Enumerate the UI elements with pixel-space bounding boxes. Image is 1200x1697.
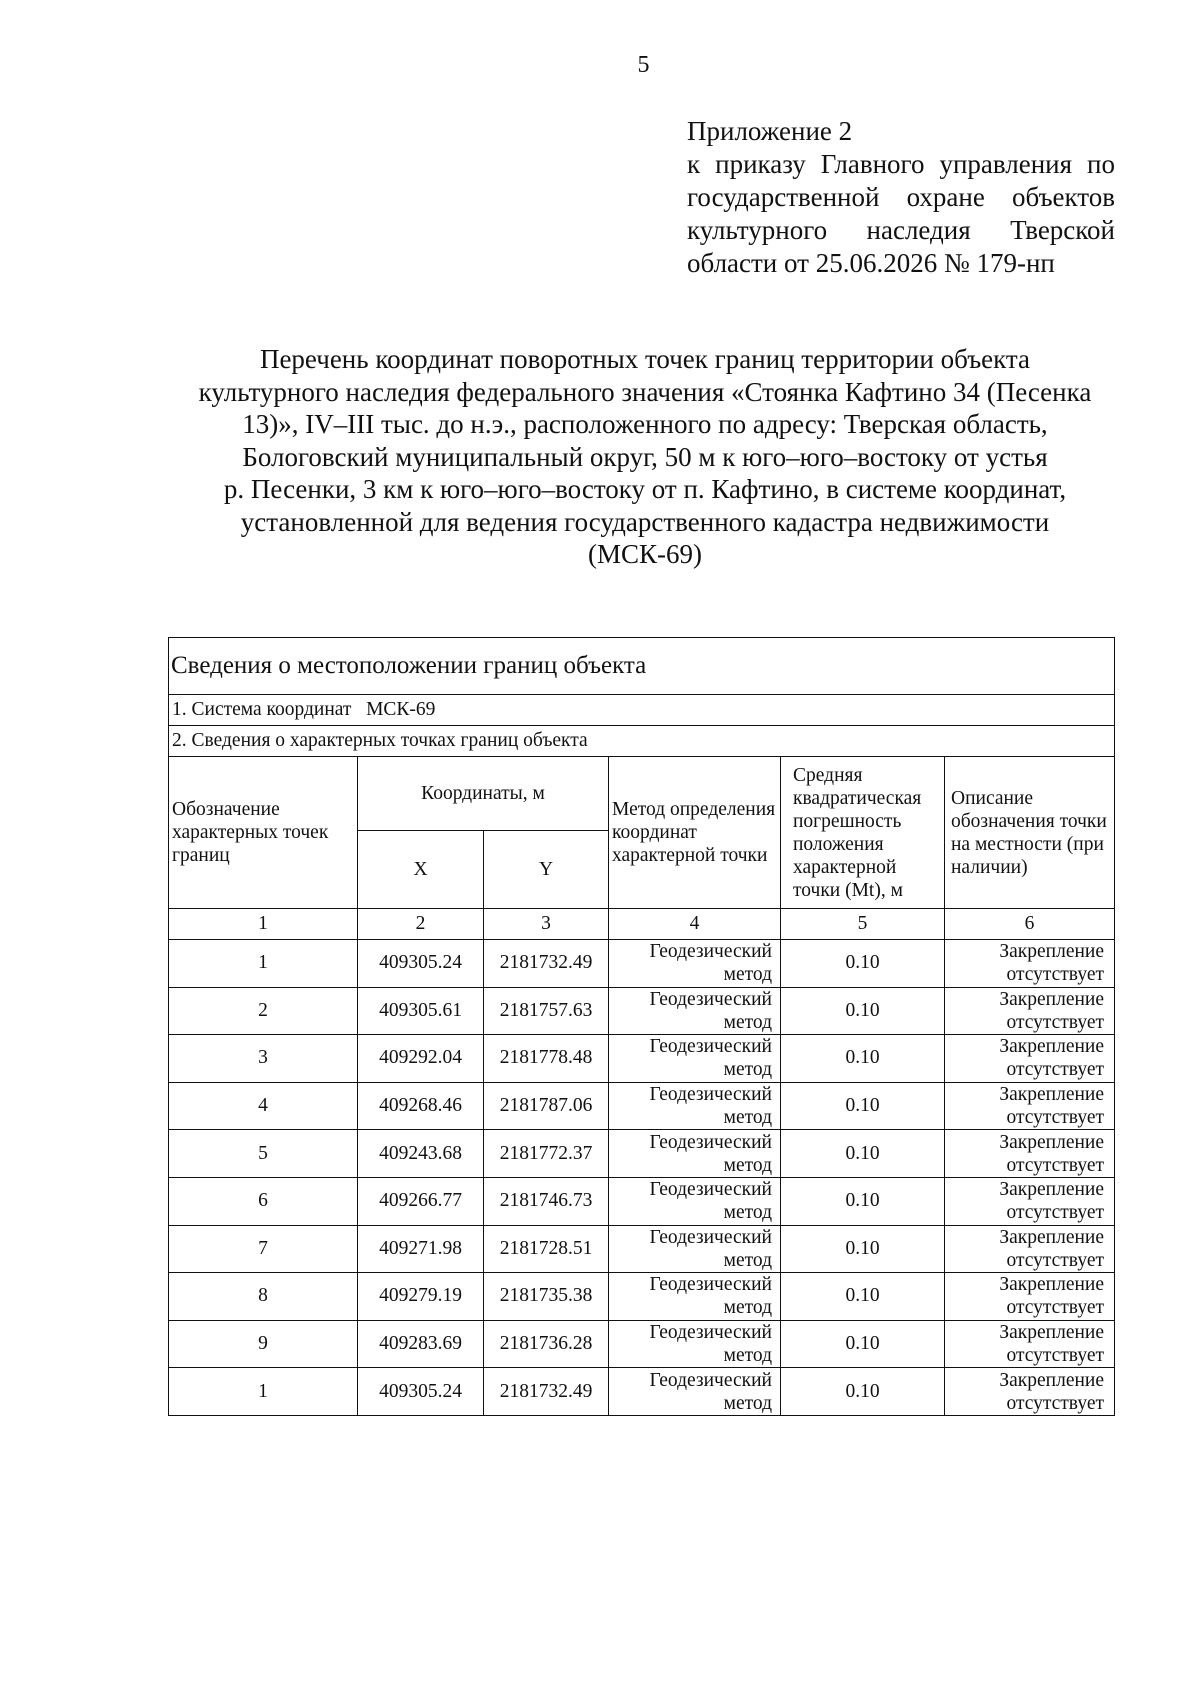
point-description-line: Закрепление bbox=[999, 1369, 1105, 1391]
point-description-line: отсутствует bbox=[1006, 1345, 1105, 1367]
point-id: 1 bbox=[169, 1368, 358, 1416]
point-id: 8 bbox=[169, 1273, 358, 1321]
point-description bbox=[945, 1130, 1115, 1178]
point-method-line: метод bbox=[723, 964, 772, 986]
point-method-line: Геодезический bbox=[649, 1179, 772, 1201]
point-description-line: отсутствует bbox=[1006, 1107, 1105, 1129]
point-id: 6 bbox=[169, 1177, 358, 1225]
point-description-line: Закрепление bbox=[999, 1084, 1105, 1106]
table-row bbox=[169, 1177, 1115, 1225]
point-x: 409305.24 bbox=[358, 940, 484, 988]
point-id: 4 bbox=[169, 1082, 358, 1130]
header-method: Метод определения координат характерной точки bbox=[609, 757, 781, 909]
appendix-line: государственной охране объектов bbox=[687, 182, 1115, 212]
point-x: 409271.98 bbox=[358, 1225, 484, 1273]
point-error: 0.10 bbox=[781, 940, 945, 988]
point-description-line: Закрепление bbox=[999, 1131, 1105, 1153]
point-method-line: метод bbox=[723, 1345, 772, 1367]
point-y: 2181732.49 bbox=[484, 1368, 609, 1416]
point-description-line: Закрепление bbox=[999, 1179, 1105, 1201]
point-description bbox=[945, 1368, 1115, 1416]
point-description-line: отсутствует bbox=[1006, 964, 1105, 986]
points-section-label: 2. Сведения о характерных точках границ объекта bbox=[169, 726, 1115, 757]
point-method-line: Геодезический bbox=[649, 1274, 772, 1296]
point-description-line: Закрепление bbox=[999, 988, 1105, 1010]
point-x: 409283.69 bbox=[358, 1320, 484, 1368]
point-method-line: Геодезический bbox=[649, 1322, 772, 1344]
point-x: 409243.68 bbox=[358, 1130, 484, 1178]
point-method bbox=[609, 1177, 781, 1225]
header-x: X bbox=[358, 831, 484, 909]
point-id: 1 bbox=[169, 940, 358, 988]
point-description-line: отсутствует bbox=[1006, 1392, 1105, 1414]
table-row bbox=[169, 1130, 1115, 1178]
point-x: 409292.04 bbox=[358, 1035, 484, 1083]
point-error: 0.10 bbox=[781, 1130, 945, 1178]
point-method-line: метод bbox=[723, 1059, 772, 1081]
point-error: 0.10 bbox=[781, 1035, 945, 1083]
point-x: 409266.77 bbox=[358, 1177, 484, 1225]
point-description bbox=[945, 1082, 1115, 1130]
point-method-line: Геодезический bbox=[649, 941, 772, 963]
point-description bbox=[945, 1225, 1115, 1273]
point-description-line: Закрепление bbox=[999, 941, 1105, 963]
appendix-block bbox=[687, 115, 1115, 280]
point-id: 5 bbox=[169, 1130, 358, 1178]
point-description bbox=[945, 987, 1115, 1035]
point-method bbox=[609, 1082, 781, 1130]
point-method bbox=[609, 1273, 781, 1321]
point-description-line: отсутствует bbox=[1006, 1059, 1105, 1081]
point-method-line: Геодезический bbox=[649, 988, 772, 1010]
document-title-line: Бологовский муниципальный округ, 50 м к юго–юго–востоку от устья bbox=[242, 441, 1048, 472]
table-row bbox=[169, 940, 1115, 988]
point-method-line: Геодезический bbox=[649, 1131, 772, 1153]
header-description: Описание обозначения точки на местности (при наличии) bbox=[945, 757, 1115, 909]
point-method bbox=[609, 1368, 781, 1416]
point-method bbox=[609, 940, 781, 988]
point-method-line: метод bbox=[723, 1107, 772, 1129]
point-error: 0.10 bbox=[781, 987, 945, 1035]
point-description-line: Закрепление bbox=[999, 1036, 1105, 1058]
coordinate-system-label: 1. Система координат bbox=[172, 699, 352, 720]
coordinate-system-row bbox=[169, 695, 1115, 726]
point-y: 2181787.06 bbox=[484, 1082, 609, 1130]
table-row bbox=[169, 1320, 1115, 1368]
point-method-line: метод bbox=[723, 1297, 772, 1319]
point-method bbox=[609, 1320, 781, 1368]
point-y: 2181746.73 bbox=[484, 1177, 609, 1225]
point-method-line: метод bbox=[723, 1392, 772, 1414]
point-description bbox=[945, 940, 1115, 988]
point-description bbox=[945, 1320, 1115, 1368]
header-y: Y bbox=[484, 831, 609, 909]
point-y: 2181757.63 bbox=[484, 987, 609, 1035]
point-error: 0.10 bbox=[781, 1082, 945, 1130]
point-x: 409279.19 bbox=[358, 1273, 484, 1321]
point-id: 3 bbox=[169, 1035, 358, 1083]
point-id: 7 bbox=[169, 1225, 358, 1273]
point-x: 409305.24 bbox=[358, 1368, 484, 1416]
point-error: 0.10 bbox=[781, 1320, 945, 1368]
table-row bbox=[169, 987, 1115, 1035]
point-description-line: отсутствует bbox=[1006, 1297, 1105, 1319]
document-title-line: р. Песенки, 3 км к юго–юго–востоку от п. Кафтино, в системе координат, bbox=[223, 474, 1067, 504]
point-description bbox=[945, 1177, 1115, 1225]
point-description-line: Закрепление bbox=[999, 1226, 1105, 1248]
point-description-line: отсутствует bbox=[1006, 1154, 1105, 1176]
appendix-line: к приказу Главного управления по bbox=[687, 149, 1115, 179]
point-id: 2 bbox=[169, 987, 358, 1035]
document-title-line: культурного наследия федерального значения «Стоянка Кафтино 34 (Песенка bbox=[198, 376, 1092, 407]
appendix-line: культурного наследия Тверской bbox=[687, 215, 1115, 245]
point-method bbox=[609, 1035, 781, 1083]
table-row bbox=[169, 1225, 1115, 1273]
point-method-line: Геодезический bbox=[649, 1084, 772, 1106]
column-number: 4 bbox=[609, 909, 781, 940]
document-title-line: установленной для ведения государственного кадастра недвижимости bbox=[240, 506, 1050, 537]
point-error: 0.10 bbox=[781, 1273, 945, 1321]
point-method bbox=[609, 1130, 781, 1178]
point-x: 409268.46 bbox=[358, 1082, 484, 1130]
point-error: 0.10 bbox=[781, 1368, 945, 1416]
point-y: 2181736.28 bbox=[484, 1320, 609, 1368]
table-row bbox=[169, 1368, 1115, 1416]
point-description bbox=[945, 1035, 1115, 1083]
point-method bbox=[609, 987, 781, 1035]
point-description-line: Закрепление bbox=[999, 1274, 1105, 1296]
point-method-line: метод bbox=[723, 1154, 772, 1176]
point-y: 2181735.38 bbox=[484, 1273, 609, 1321]
point-y: 2181728.51 bbox=[484, 1225, 609, 1273]
appendix-line: области от 25.06.2026 № 179-нп bbox=[687, 248, 1055, 278]
point-error: 0.10 bbox=[781, 1177, 945, 1225]
coordinate-system-value: МСК-69 bbox=[366, 699, 436, 720]
point-description-line: отсутствует bbox=[1006, 1011, 1105, 1033]
point-description-line: отсутствует bbox=[1006, 1249, 1105, 1271]
point-y: 2181778.48 bbox=[484, 1035, 609, 1083]
point-description bbox=[945, 1273, 1115, 1321]
table-heading: Сведения о местоположении границ объекта bbox=[169, 638, 1115, 695]
document-title-line: Перечень координат поворотных точек границ территории объекта bbox=[259, 344, 1031, 374]
document-title-line: 13)», IV–III тыс. до н.э., расположенного по адресу: Тверская область, bbox=[242, 409, 1048, 439]
document-title bbox=[150, 343, 1140, 571]
table-row bbox=[169, 1082, 1115, 1130]
point-id: 9 bbox=[169, 1320, 358, 1368]
appendix-title: Приложение 2 bbox=[687, 116, 853, 146]
point-y: 2181772.37 bbox=[484, 1130, 609, 1178]
point-description-line: Закрепление bbox=[999, 1322, 1105, 1344]
point-method-line: метод bbox=[723, 1202, 772, 1224]
document-title-line: (МСК-69) bbox=[588, 539, 702, 569]
point-method-line: Геодезический bbox=[649, 1369, 772, 1391]
column-number: 1 bbox=[169, 909, 358, 940]
point-method bbox=[609, 1225, 781, 1273]
page-number: 5 bbox=[637, 52, 650, 78]
column-number: 2 bbox=[358, 909, 484, 940]
point-method-line: Геодезический bbox=[649, 1036, 772, 1058]
point-y: 2181732.49 bbox=[484, 940, 609, 988]
table-row bbox=[169, 1273, 1115, 1321]
header-designation: Обозначение характерных точек границ bbox=[169, 757, 358, 909]
point-x: 409305.61 bbox=[358, 987, 484, 1035]
table-row bbox=[169, 1035, 1115, 1083]
header-coordinates: Координаты, м bbox=[358, 757, 609, 831]
point-error: 0.10 bbox=[781, 1225, 945, 1273]
point-method-line: метод bbox=[723, 1249, 772, 1271]
column-number: 3 bbox=[484, 909, 609, 940]
column-number: 6 bbox=[945, 909, 1115, 940]
point-description-line: отсутствует bbox=[1006, 1202, 1105, 1224]
column-number: 5 bbox=[781, 909, 945, 940]
point-method-line: метод bbox=[723, 1011, 772, 1033]
header-error: Средняя квадратическая погрешность положения характерной точки (Mt), м bbox=[781, 757, 945, 909]
point-method-line: Геодезический bbox=[649, 1226, 772, 1248]
coordinates-table bbox=[168, 637, 1115, 1416]
